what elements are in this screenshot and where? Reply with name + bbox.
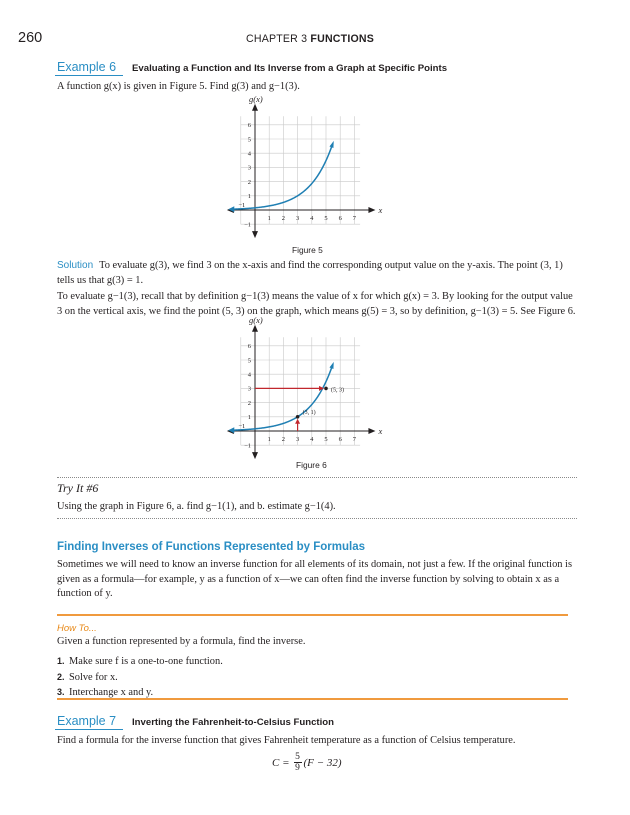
try-it-bottom-rule [57, 518, 577, 519]
x-tick-label: 3 [295, 436, 300, 443]
x-tick-label: 6 [338, 436, 342, 443]
y-axis-arrow-down-icon [252, 452, 258, 459]
curve-arrow-icon [329, 141, 333, 148]
figure-6-graph [222, 314, 392, 460]
example-7-underline [55, 729, 123, 730]
y-axis-arrow-down-icon [252, 231, 258, 238]
chapter-title: FUNCTIONS [310, 33, 375, 45]
how-to-heading: How To... [57, 623, 97, 634]
formula-rhs: (F − 32) [303, 756, 342, 769]
x-axis-arrow-right-icon [368, 428, 375, 434]
figure-6-labels [238, 315, 382, 450]
how-to-step: 1. Make sure f is a one-to-one function. [57, 656, 223, 667]
solution-text-1: To evaluate g(3), we find 3 on the x-axis and find the corresponding output value on the y-axis. The point (3, 1) tells us that g(3) = 1. [57, 260, 563, 286]
x-tick-label: 1 [267, 436, 271, 443]
example-6-title: Evaluating a Function and Its Inverse from a Graph at Specific Points [132, 63, 448, 74]
try-it-top-rule [57, 477, 577, 478]
y-axis-label: g(x) [249, 93, 263, 104]
section-heading: Finding Inverses of Functions Represented by Formulas [57, 541, 365, 553]
chapter-header [246, 33, 374, 45]
x-tick-label: 2 [281, 215, 286, 222]
y-tick-label: 4 [247, 371, 251, 379]
x-tick-label: 3 [295, 215, 300, 222]
example-7-label: Example 7 [57, 714, 117, 728]
point-3-1-label: (3, 1) [302, 409, 316, 416]
curve-arrow-icon [329, 362, 333, 369]
y-tick-label: 5 [247, 136, 251, 144]
page-number: 260 [18, 30, 43, 46]
y-tick-label: 3 [247, 164, 251, 172]
x-tick-label: 2 [281, 436, 286, 443]
y-tick-label: 3 [247, 385, 251, 393]
example-6-label: Example 6 [57, 60, 117, 74]
try-it-text: Using the graph in Figure 6, a. find g−1(1), and b. estimate g−1(4). [57, 501, 336, 512]
figure-5-labels [238, 94, 382, 229]
red-arrow-head-up-icon [295, 419, 300, 424]
x-axis-label: x [378, 426, 383, 436]
x-tick-label: 1 [267, 215, 271, 222]
y-axis-label: g(x) [249, 314, 263, 325]
y-tick-label: −1 [244, 442, 251, 450]
x-tick-label: 7 [352, 436, 357, 443]
figure-5-graph [222, 93, 392, 240]
figure-6-annotations [255, 386, 344, 431]
figure-6-caption: Figure 6 [296, 460, 327, 470]
y-axis-arrow-up-icon [252, 325, 258, 332]
try-it-heading: Try It #6 [57, 481, 99, 495]
solution-paragraph-1 [57, 259, 577, 288]
how-to-step: 3. Interchange x and y. [57, 687, 154, 698]
x-axis-arrow-right-icon [368, 207, 375, 213]
x-tick-label: 4 [310, 436, 314, 443]
y-tick-label: 6 [247, 343, 251, 351]
example-6-underline [55, 75, 123, 76]
x-axis-label: x [378, 205, 383, 215]
how-to-steps [57, 654, 577, 701]
formula-fraction [294, 752, 302, 773]
y-tick-label: 4 [247, 150, 251, 158]
example-6-problem: A function g(x) is given in Figure 5. Find g(3) and g−1(3). [57, 81, 300, 92]
y-tick-label: 1 [247, 414, 251, 422]
how-to-bottom-rule [57, 698, 568, 700]
figure-5-caption: Figure 5 [292, 245, 323, 255]
x-tick-label: 7 [352, 215, 357, 222]
example-7-title: Inverting the Fahrenheit-to-Celsius Function [132, 717, 335, 728]
fahrenheit-celsius-formula [272, 752, 341, 773]
point-5-3-label: (5, 3) [331, 387, 344, 394]
example-7-problem: Find a formula for the inverse function that gives Fahrenheit temperature as a function of Celsius temperature. [57, 735, 516, 746]
solution-label: Solution [57, 260, 94, 271]
point-3-1 [296, 415, 300, 419]
point-5-3 [324, 387, 328, 391]
y-tick-label: 2 [247, 399, 251, 407]
y-tick-label: 1 [247, 193, 251, 201]
x-tick-label: −1 [238, 423, 246, 430]
chapter-prefix: CHAPTER 3 [246, 33, 308, 45]
x-tick-label: 6 [338, 215, 342, 222]
x-tick-label: −1 [238, 202, 246, 209]
y-axis-arrow-up-icon [252, 104, 258, 111]
how-to-intro: Given a function represented by a formula, find the inverse. [57, 636, 306, 647]
formula-numerator: 5 [295, 752, 300, 762]
how-to-step: 2. Solve for x. [57, 671, 118, 683]
y-tick-label: 2 [247, 178, 251, 186]
x-tick-label: 5 [324, 215, 328, 222]
y-tick-label: 6 [247, 122, 251, 130]
x-tick-label: 4 [310, 215, 314, 222]
how-to-top-rule [57, 614, 568, 616]
y-tick-label: 5 [247, 357, 251, 365]
section-text: Sometimes we will need to know an inverse function for all elements of its domain, not just a few. If the original function is given as a formula—for example, y as a function of x—we can often find the inverse function by solving to obtain x as a function of y. [57, 559, 572, 599]
y-tick-label: −1 [244, 221, 251, 229]
formula-lhs: C = [272, 756, 290, 769]
formula-denominator: 9 [295, 763, 300, 773]
solution-paragraph-2: To evaluate g−1(3), recall that by definition g−1(3) means the value of x for which g(x) = 3. By looking for the output value 3 on the vertical axis, we find the point (5, 3) on the graph, which means g(5) = 3, so by definition, g−1(3) = 5. See Figure 6. [57, 291, 576, 317]
x-tick-label: 5 [324, 436, 328, 443]
